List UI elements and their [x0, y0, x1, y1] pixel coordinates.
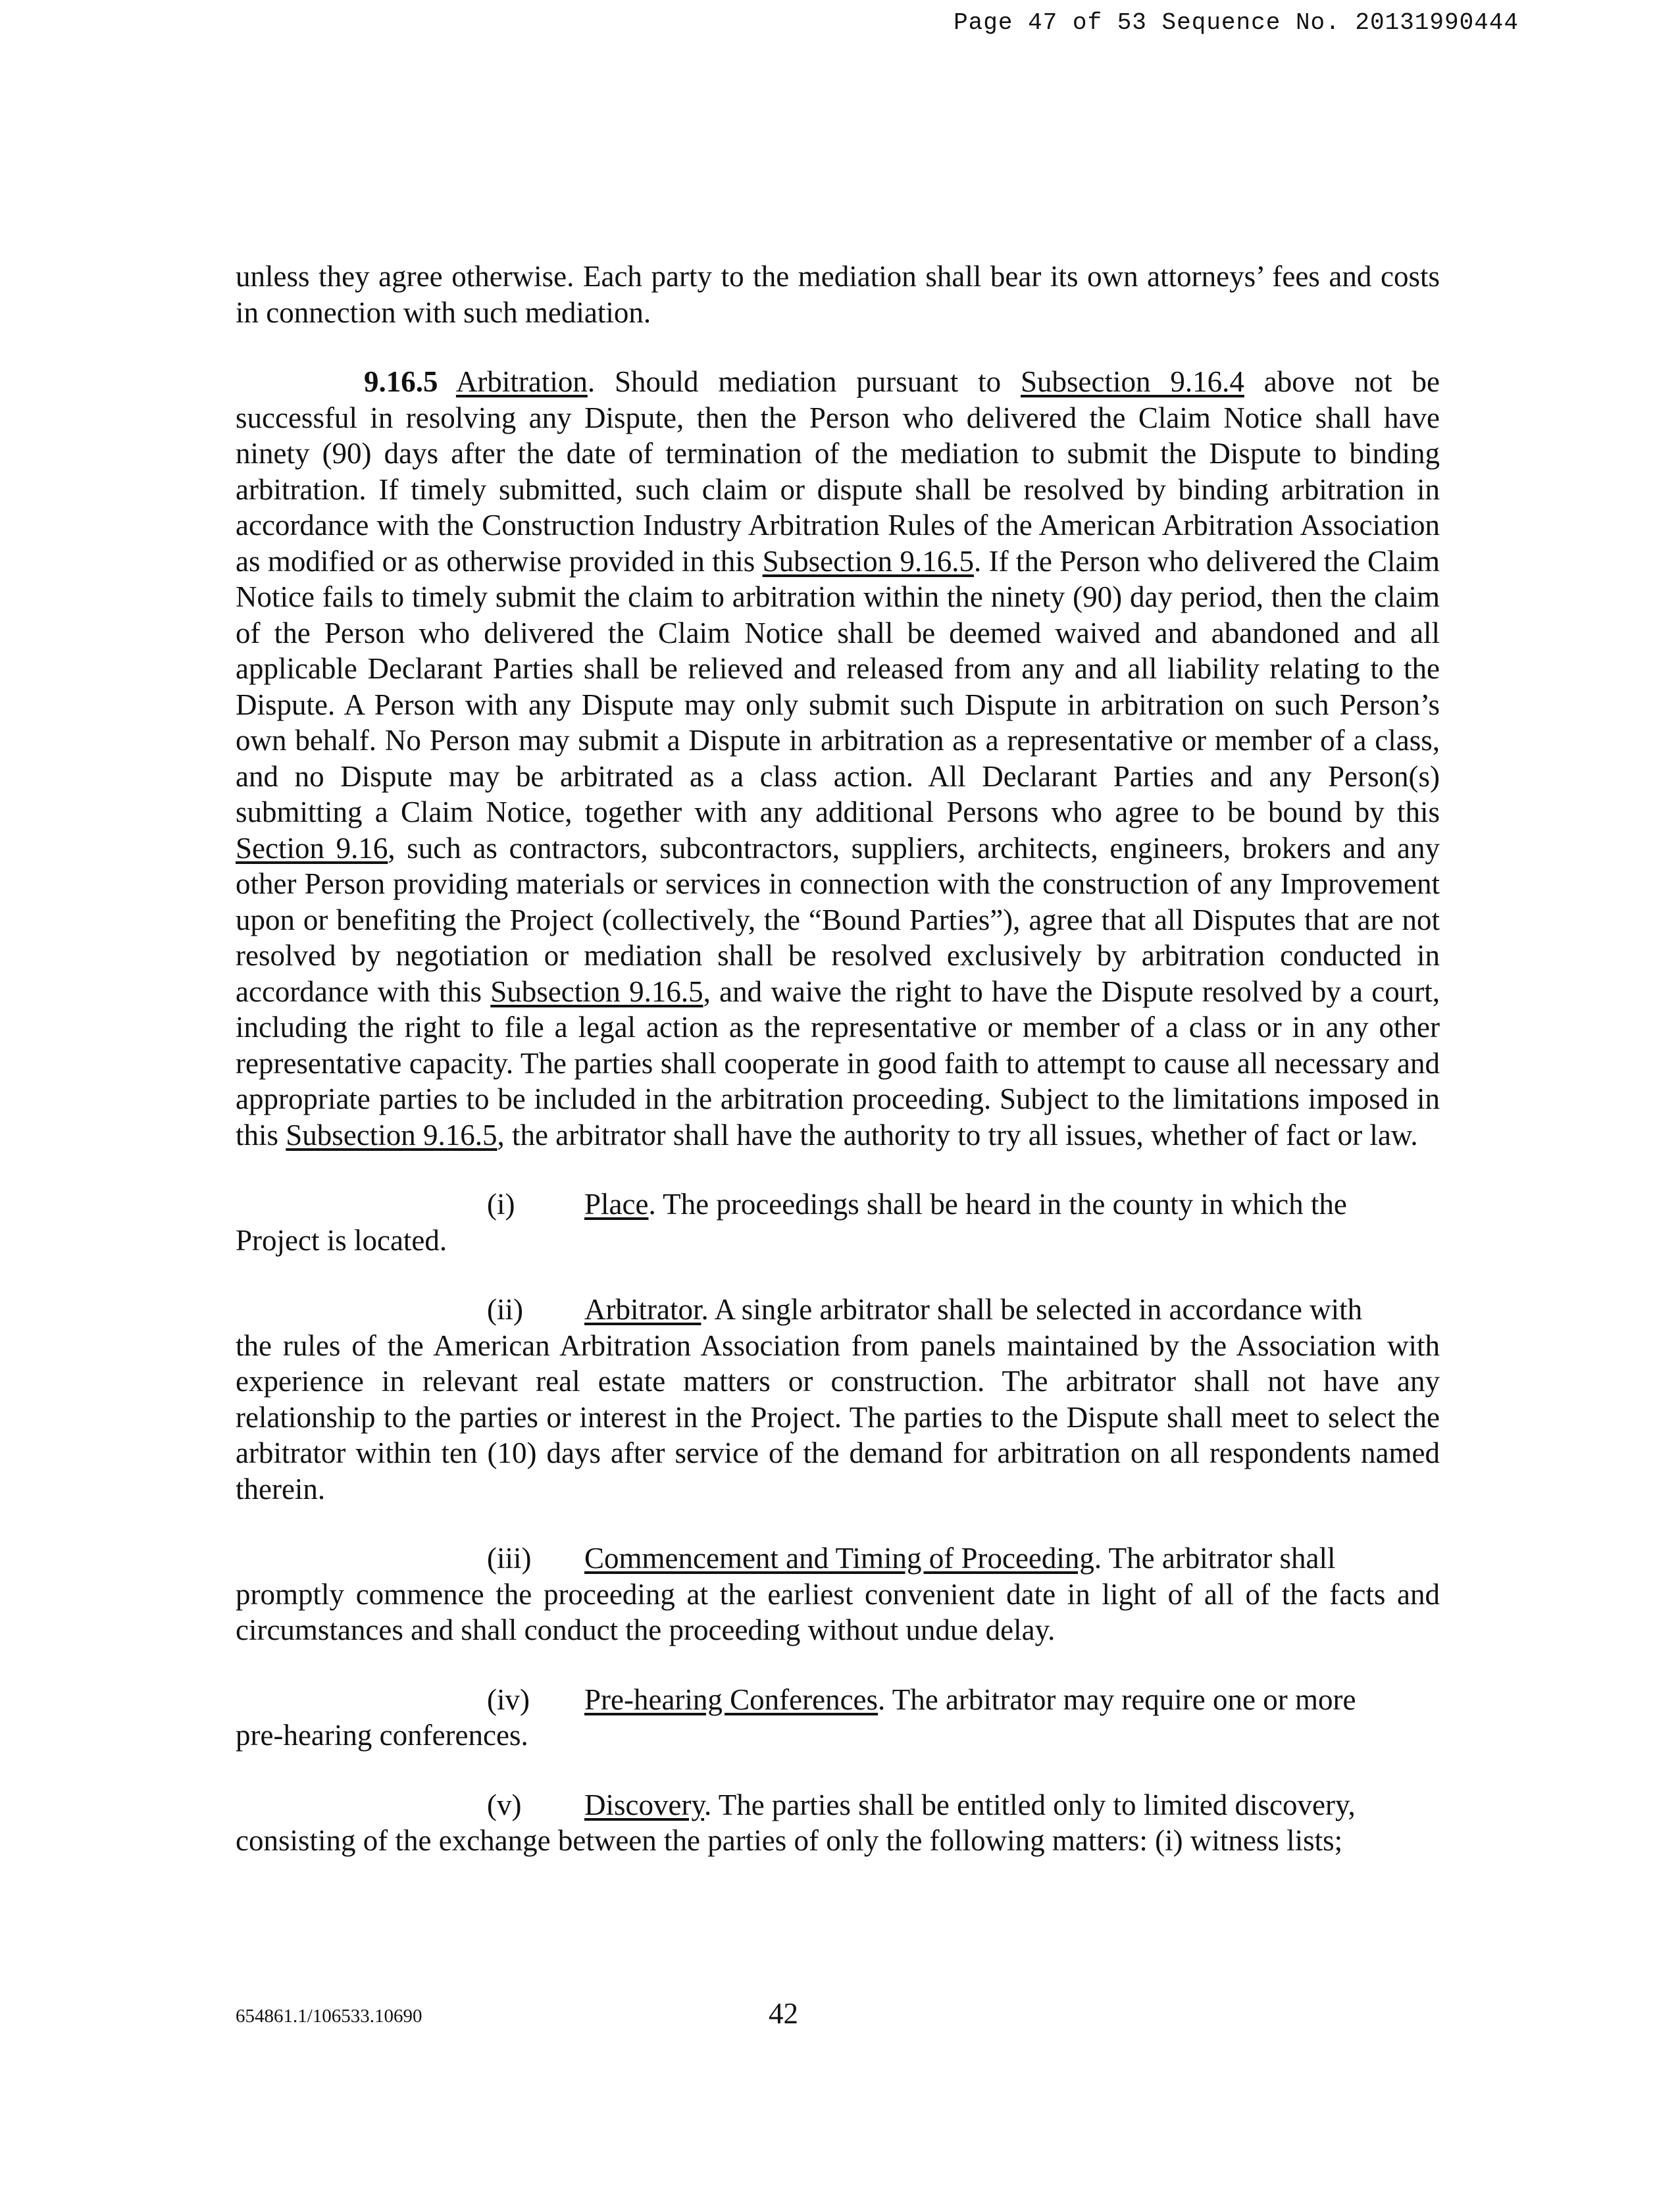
section-text: , the arbitrator shall have the authority to try all issues, whether of fact or law.: [497, 1118, 1418, 1152]
item-number: (v): [487, 1788, 522, 1821]
item-number: (iv): [487, 1683, 530, 1716]
item-text: . The arbitrator may require one or more: [878, 1683, 1356, 1716]
section-text: , and waive the right to have the Dispute resolved by a court, including the right to file a legal action as the representative or member of a class or in any other representative capacity. The parties shall cooperate in good faith to attempt to cause all necessary and appropriate parties to be included in the arbitration proceeding. Subject to the limitations imposed in this: [236, 975, 1440, 1152]
footer-page-number: 42: [769, 1997, 798, 2030]
item-continuation: pre-hearing conferences.: [236, 1719, 528, 1752]
item-continuation: Project is located.: [236, 1223, 447, 1257]
item-title: Arbitrator: [584, 1293, 701, 1326]
section-text: , such as contractors, subcontractors, suppliers, architects, engineers, brokers and any other Person providing materials or services in connection with the construction of any Improvement upon or benefiting the Project (collectively, the “Bound Parties”), agree that all Disputes that are not resolved by negotiation or mediation shall be resolved exclusively by arbitration conducted in accordance with this: [236, 831, 1440, 1008]
section-9-16-5-paragraph: [236, 364, 1440, 1153]
item-continuation: promptly commence the proceeding at the earliest convenient date in light of all of the facts and circumstances and shall conduct the proceeding without undue delay.: [236, 1577, 1440, 1646]
item-text: . The parties shall be entitled only to limited discovery,: [704, 1788, 1356, 1821]
footer-document-id: 654861.1/106533.10690: [236, 2006, 422, 2027]
subsection-item-pre-hearing: [236, 1682, 1440, 1754]
item-number: (iii): [487, 1542, 532, 1575]
cross-reference: Subsection 9.16.5: [286, 1118, 497, 1152]
cross-reference: Section 9.16: [236, 831, 388, 865]
item-number: (ii): [487, 1293, 523, 1326]
page-sequence-stamp: Page 47 of 53 Sequence No. 20131990444: [954, 9, 1519, 36]
section-number: 9.16.5: [364, 365, 438, 398]
item-continuation: consisting of the exchange between the parties of only the following matters: (i) witness lists;: [236, 1824, 1343, 1857]
subsection-item-discovery: [236, 1787, 1440, 1859]
cross-reference: Subsection 9.16.5: [762, 544, 974, 578]
item-title: Discovery: [584, 1788, 705, 1821]
subsection-item-arbitrator: [236, 1292, 1440, 1507]
section-text: . Should mediation pursuant to: [587, 365, 1021, 398]
section-title: Arbitration: [455, 365, 588, 398]
item-title: Pre-hearing Conferences: [584, 1683, 878, 1716]
item-text: . The arbitrator shall: [1094, 1542, 1336, 1575]
section-text: above not be successful in resolving any Dispute, then the Person who delivered the Claim Notice shall have ninety (90) days after the date of termination of the mediation to submit the Dispute to binding arbitration. If timely submitted, such claim or dispute shall be resolved by binding arbitration in accordance with the Construction Industry Arbitration Rules of the American Arbitration Association as modified or as otherwise provided in this: [236, 365, 1440, 578]
item-number: (i): [487, 1188, 515, 1221]
cross-reference: Subsection 9.16.4: [1021, 365, 1244, 398]
item-text: . The proceedings shall be heard in the county in which the: [648, 1188, 1347, 1221]
section-text: . If the Person who delivered the Claim Notice fails to timely submit the claim to arbitration within the ninety (90) day period, then the claim of the Person who delivered the Claim Notice shall be deemed waived and abandoned and all applicable Declarant Parties shall be relieved and released from any and all liability relating to the Dispute. A Person with any Dispute may only submit such Dispute in arbitration on such Person’s own behalf. No Person may submit a Dispute in arbitration as a representative or member of a class, and no Dispute may be arbitrated as a class action. All Declarant Parties and any Person(s) submitting a Claim Notice, together with any additional Persons who agree to be bound by this: [236, 544, 1440, 828]
item-title: Commencement and Timing of Proceeding: [584, 1542, 1094, 1575]
subsection-item-place: [236, 1186, 1440, 1258]
cross-reference: Subsection 9.16.5: [490, 975, 703, 1008]
item-continuation: the rules of the American Arbitration Association from panels maintained by the Association with experience in relevant real estate matters or construction. The arbitrator shall not have any relationship to the parties or interest in the Project. The parties to the Dispute shall meet to select the arbitrator within ten (10) days after service of the demand for arbitration on all respondents named therein.: [236, 1329, 1440, 1506]
item-title: Place: [584, 1188, 649, 1221]
continuation-paragraph: unless they agree otherwise. Each party to the mediation shall bear its own attorneys’ fees and costs in connection with such mediation.: [236, 260, 1440, 329]
item-text: . A single arbitrator shall be selected in accordance with: [701, 1293, 1363, 1326]
subsection-item-commencement: [236, 1540, 1440, 1648]
document-body: [236, 259, 1440, 1859]
